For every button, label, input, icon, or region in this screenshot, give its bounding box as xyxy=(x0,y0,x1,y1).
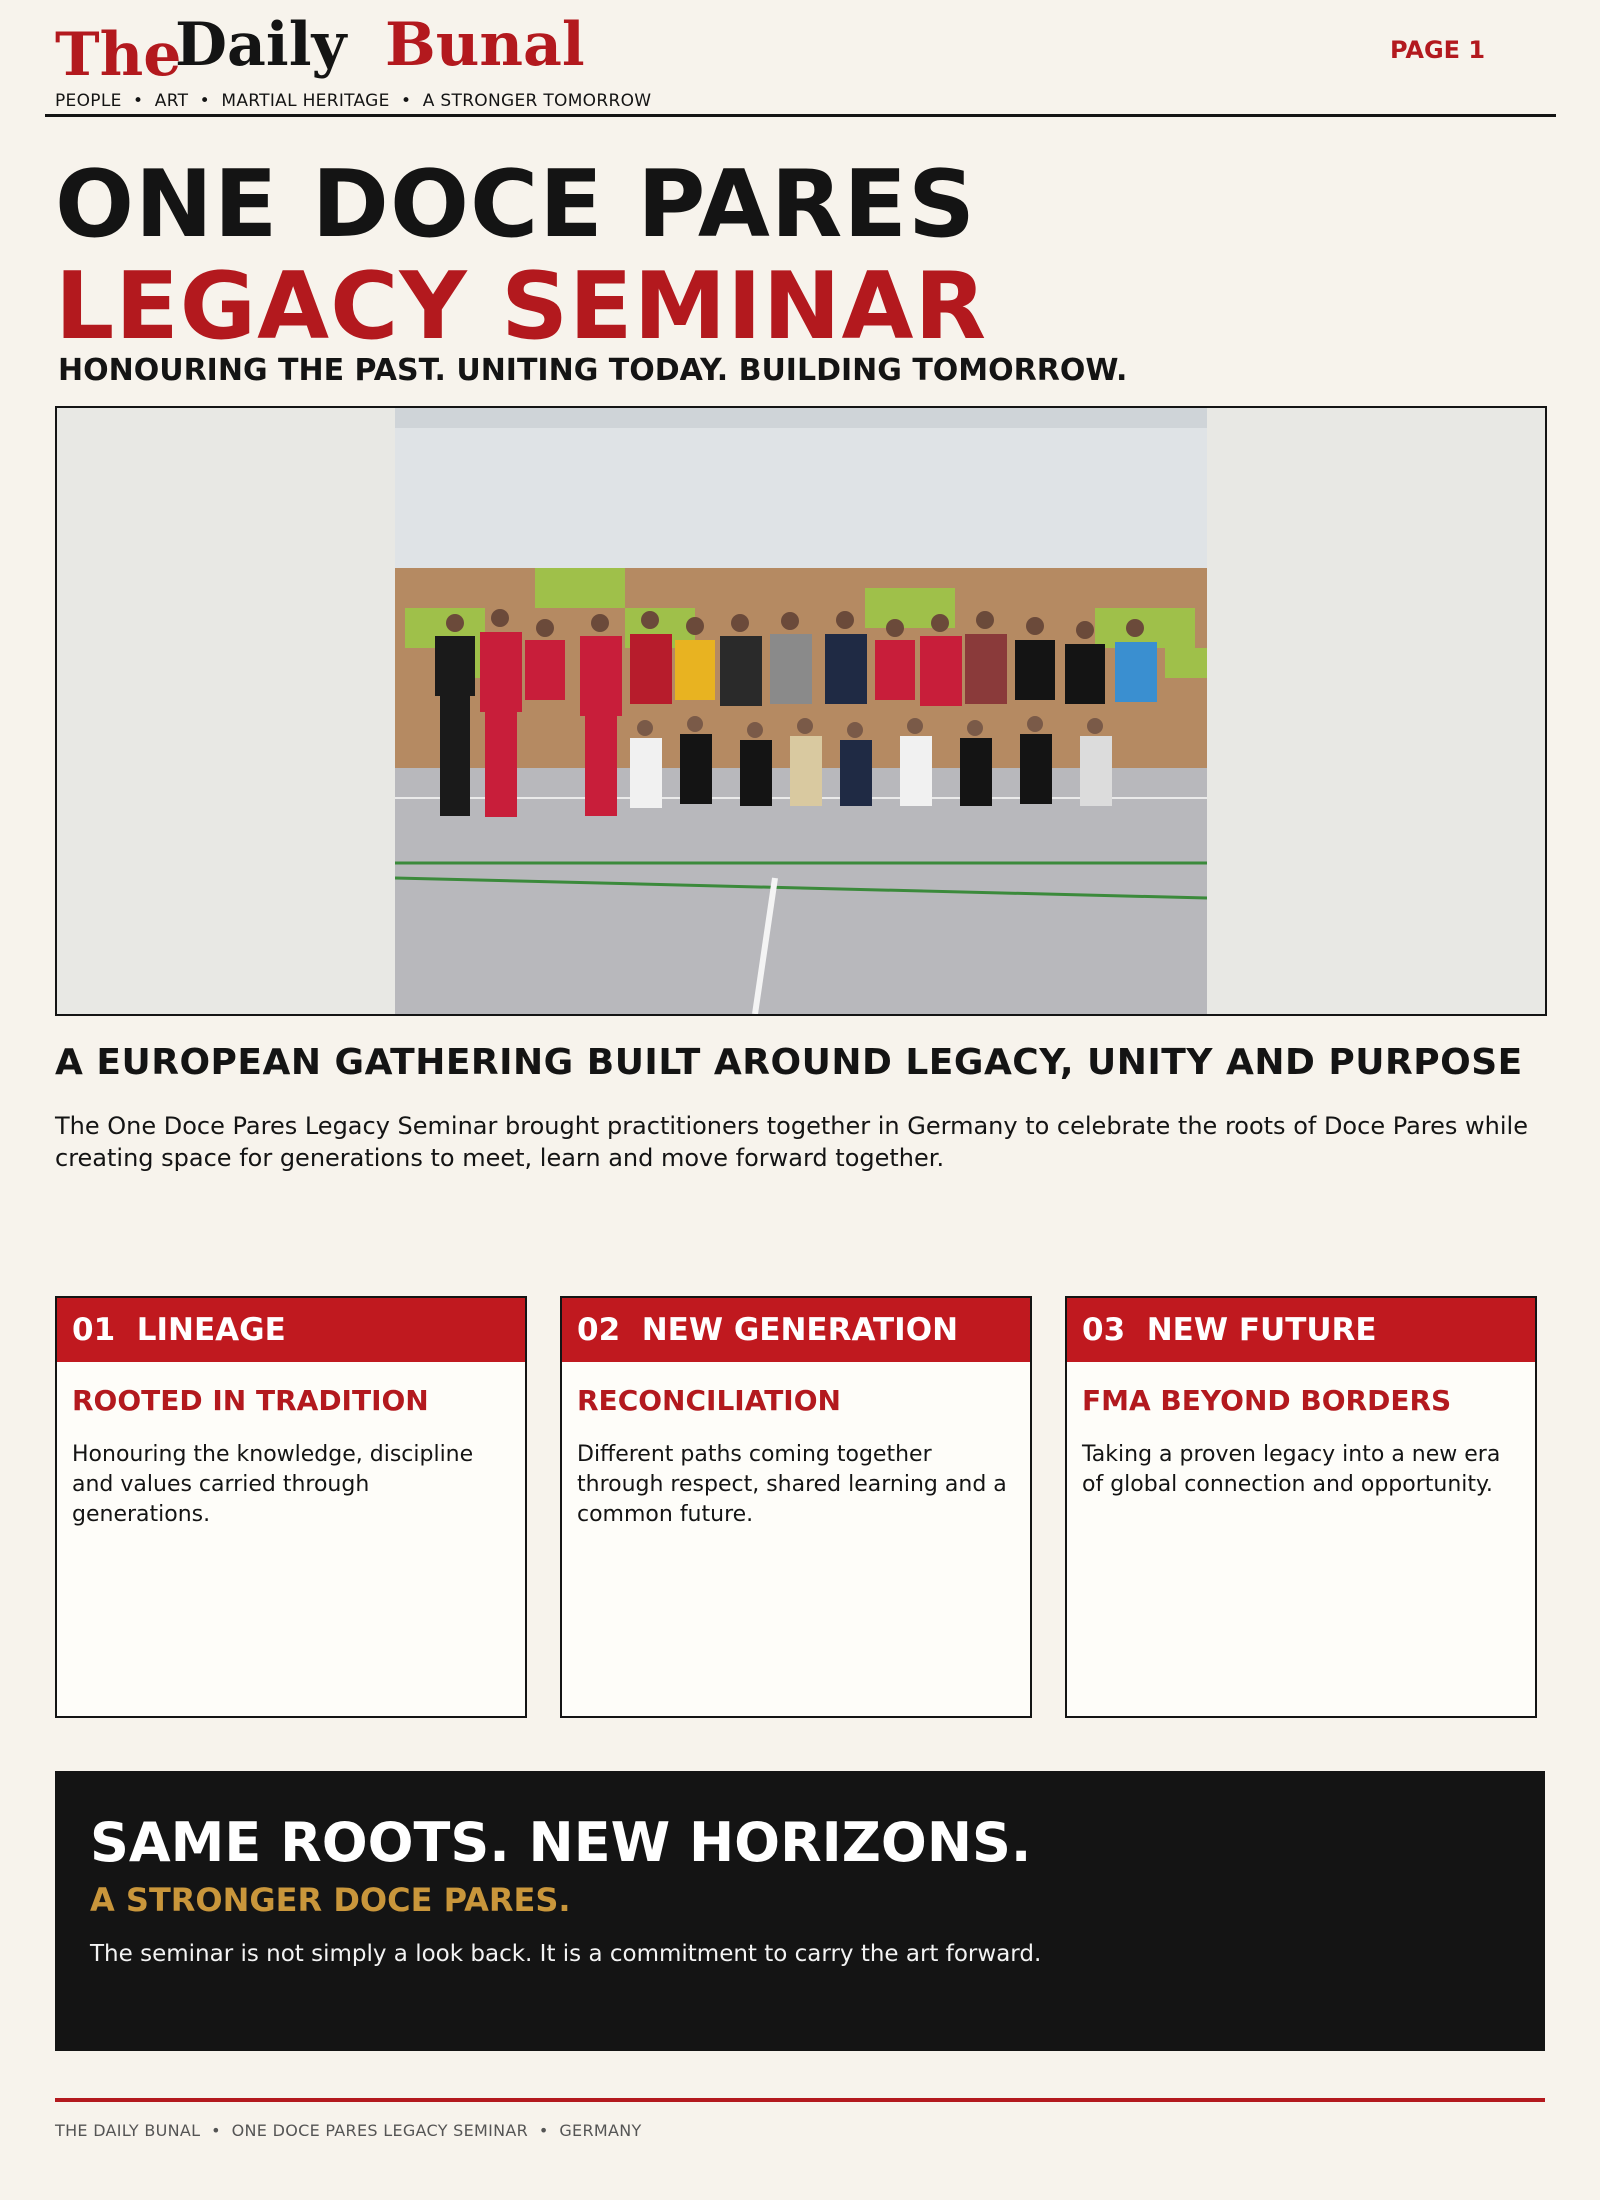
masthead-daily: Daily xyxy=(175,10,347,80)
card-text: Taking a proven legacy into a new era of global connection and opportunity. xyxy=(1082,1442,1501,1497)
section-body: The One Doce Pares Legacy Seminar brought practitioners together in Germany to celebrate the roots of Doce Pares while creating space for generations to meet, learn and move forward together. xyxy=(55,1112,1528,1172)
card-title: NEW GENERATION xyxy=(641,1312,959,1348)
masthead-the: The xyxy=(55,20,182,90)
footer-divider xyxy=(55,2098,1545,2102)
group-photo-illustration xyxy=(395,408,1207,1014)
card-header xyxy=(562,1298,1030,1362)
headline-line-1: ONE DOCE PARES xyxy=(55,150,976,258)
card-title: NEW FUTURE xyxy=(1146,1312,1377,1348)
masthead-divider xyxy=(45,114,1556,117)
footer-text: THE DAILY BUNAL • ONE DOCE PARES LEGACY SEMINAR • GERMANY xyxy=(55,2121,642,2140)
page-number: PAGE 1 xyxy=(1390,36,1486,64)
card-header xyxy=(57,1298,525,1362)
photo-frame xyxy=(55,406,1547,1016)
card-subtitle: RECONCILIATION xyxy=(577,1384,841,1417)
card-text: Honouring the knowledge, discipline and values carried through generations. xyxy=(72,1442,474,1527)
card-number: 02 xyxy=(577,1312,621,1348)
card-new-generation xyxy=(560,1296,1032,1718)
card-text: Different paths coming together through respect, shared learning and a common future. xyxy=(577,1442,1007,1527)
card-number: 03 xyxy=(1082,1312,1126,1348)
card-subtitle: FMA BEYOND BORDERS xyxy=(1082,1384,1452,1417)
masthead-bunal: Bunal xyxy=(385,10,585,80)
masthead-tagline: PEOPLE • ART • MARTIAL HERITAGE • A STRONGER TOMORROW xyxy=(55,91,652,111)
section-title: A EUROPEAN GATHERING BUILT AROUND LEGACY, UNITY AND PURPOSE xyxy=(55,1042,1523,1083)
card-header xyxy=(1067,1298,1535,1362)
group-photo xyxy=(395,408,1207,1014)
banner-text: The seminar is not simply a look back. It is a commitment to carry the art forward. xyxy=(90,1941,1042,1967)
headline-line-2: LEGACY SEMINAR xyxy=(55,252,988,360)
card-new-future xyxy=(1065,1296,1537,1718)
banner-title: SAME ROOTS. NEW HORIZONS. xyxy=(90,1811,1032,1874)
card-subtitle: ROOTED IN TRADITION xyxy=(72,1384,429,1417)
closing-banner xyxy=(55,1771,1545,2051)
card-lineage xyxy=(55,1296,527,1718)
card-number: 01 xyxy=(72,1312,116,1348)
headline-subline: HONOURING THE PAST. UNITING TODAY. BUILDING TOMORROW. xyxy=(58,353,1128,388)
card-title: LINEAGE xyxy=(136,1312,286,1348)
banner-subtitle: A STRONGER DOCE PARES. xyxy=(90,1881,571,1919)
